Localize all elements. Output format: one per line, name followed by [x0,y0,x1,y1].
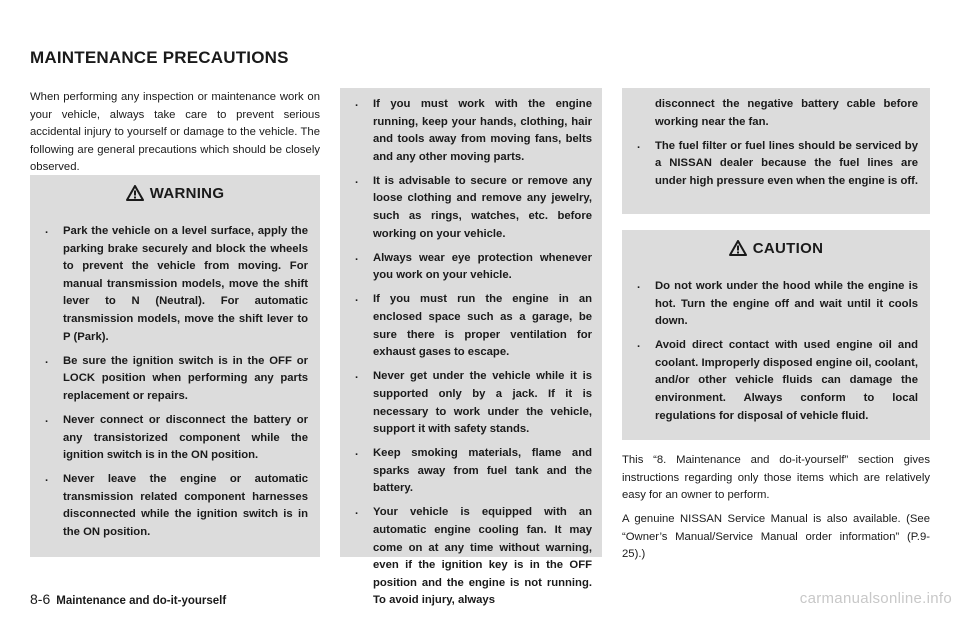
intro-paragraph: When performing any inspection or maintenance work on your vehicle, always take care to prevent serious accidental injury to yourself or damage to the vehicle. The following are general precautions which should be closely observed. [30,91,320,174]
caution-box [622,230,930,440]
list-item: . The fuel filter or fuel lines should be serviced by a NISSAN dealer because the fuel lines are under high pressure even when the engine is off. [634,138,918,191]
list-item: . Never connect or disconnect the battery or any transistorized component while the ignition switch is in the ON position. [42,412,308,465]
list-item: . Your vehicle is equipped with an automatic engine cooling fan. It may come on at any time without warning, even if the ignition key is in the OFF position and the engine is not running. To avoid injury, always [352,504,592,610]
list-item: . Do not work under the hood while the engine is hot. Turn the engine off and wait until it cools down. [634,278,918,331]
watermark: carmanualsonline.info [799,590,952,607]
warning-box-continued-col3 [622,88,930,214]
page-number: 8-6 [30,591,51,607]
list-item: . If you must work with the engine running, keep your hands, clothing, hair and tools away from moving fans, belts and any other moving parts. [352,96,592,166]
list-item: . Park the vehicle on a level surface, apply the parking brake securely and block the wheels to prevent the vehicle from moving. For manual transmission models, move the shift lever to N (Neutral). For automatic transmission models, move the shift lever to P (Park). [42,223,308,346]
caution-header [622,230,930,266]
list-item-continuation: disconnect the negative battery cable before working near the fan. [655,98,918,128]
warning-icon [126,185,144,201]
footer-section-title: Maintenance and do-it-yourself [56,595,227,607]
list-item: . Be sure the ignition switch is in the OFF or LOCK position when performing any parts replacement or repairs. [42,353,308,406]
caution-heading: CAUTION [752,239,824,257]
list-item: . Always wear eye protection whenever you work on your vehicle. [352,250,592,285]
caution-icon [729,240,747,256]
list-item: . If you must run the engine in an enclosed space such as a garage, be sure there is proper ventilation for exhaust gases to escape. [352,291,592,361]
list-item: . Avoid direct contact with used engine oil and coolant. Improperly disposed engine oil, coolant, and/or other vehicle fluids can damage the environment. Always conform to local regulations for disposal of vehicle fluid. [634,337,918,425]
warning-header [30,175,320,211]
list-item: . Keep smoking materials, flame and sparks away from fuel tank and the battery. [352,445,592,498]
service-manual-paragraph: A genuine NISSAN Service Manual is also available. (See “Owner’s Manual/Service Manual order information” (P.9-25).) [622,513,930,561]
list-item: . It is advisable to secure or remove any loose clothing and remove any jewelry, such as rings, watches, etc. before working on your vehicle. [352,173,592,243]
warning-list-col2 [352,96,592,617]
caution-list [634,278,918,432]
section-note-paragraph: This “8. Maintenance and do-it-yourself” section gives instructions regarding only those items which are relatively easy for an owner to perform. [622,454,930,502]
page-footer [30,591,226,607]
warning-list-col3 [634,96,918,197]
warning-heading: WARNING [149,184,225,202]
warning-box [30,175,320,557]
page-title: MAINTENANCE PRECAUTIONS [30,48,289,67]
warning-box-continued [340,88,602,607]
list-item: . Never leave the engine or automatic transmission related component harnesses disconnected while the ignition switch is in the ON position. [42,471,308,541]
warning-list-col1 [42,223,308,548]
list-item: . Never get under the vehicle while it is supported only by a jack. If it is necessary to work under the vehicle, support it with safety stands. [352,368,592,438]
